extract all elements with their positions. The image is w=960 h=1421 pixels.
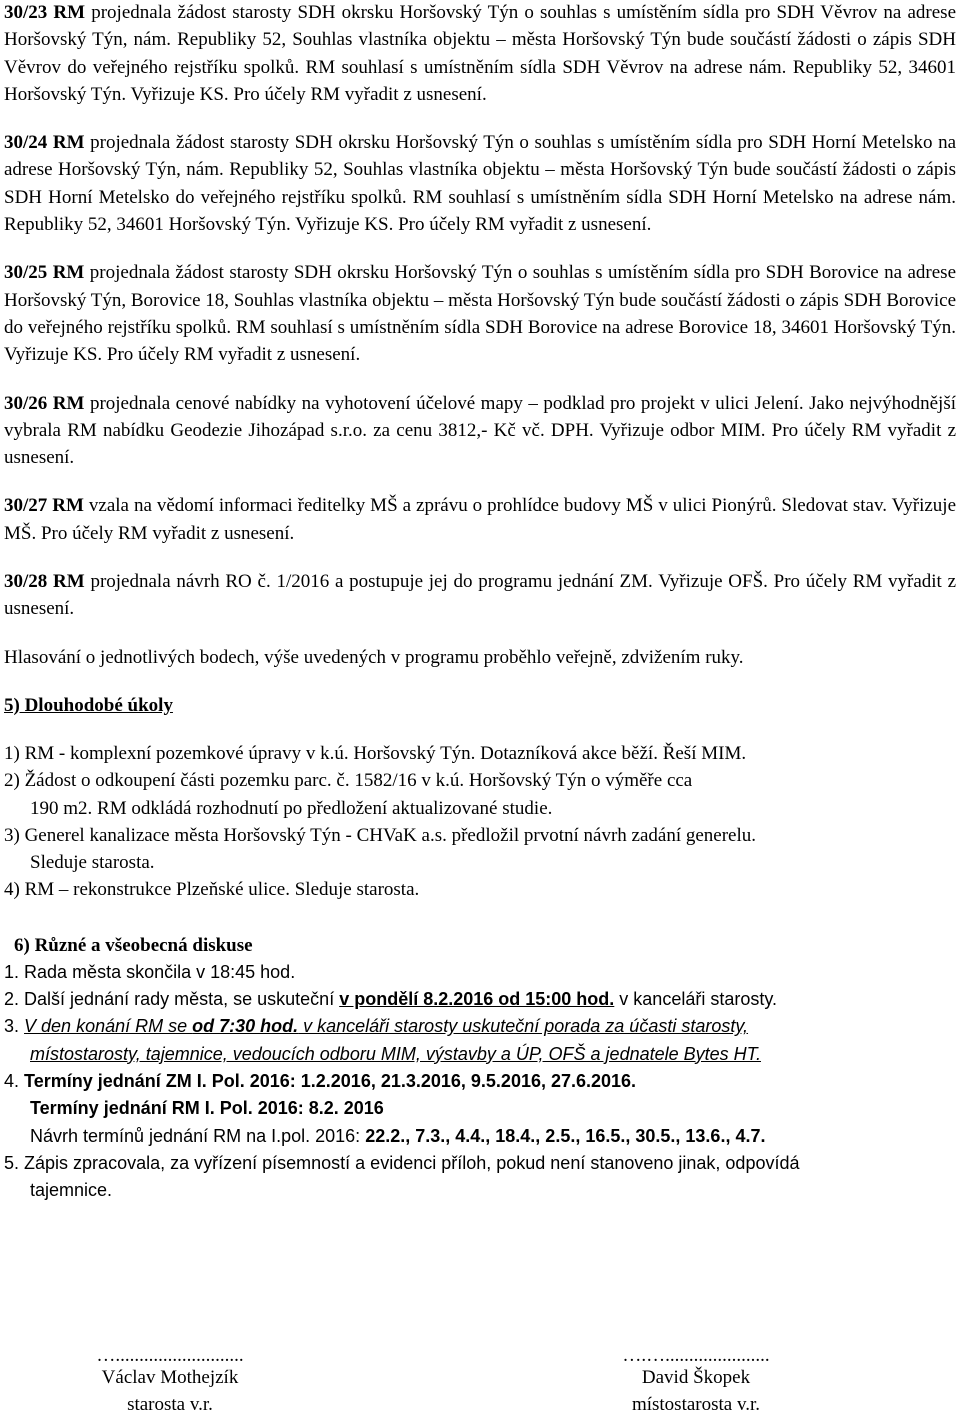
resolution-text: vzala na vědomí informaci ředitelky MŠ a zprávu o prohlídce budovy MŠ v ulici Pionýrů. Sledovat stav. Vyřizuje MŠ. Pro účely RM vyřadit z usnesení. bbox=[4, 495, 957, 544]
list-item: 2. Další jednání rady města, se uskuteční v pondělí 8.2.2016 od 15:00 hod. v kanceláři starosty. bbox=[4, 989, 778, 1010]
signature-mistostarosta: ….…...................... David Škopek místostarosta v.r. bbox=[586, 1348, 806, 1418]
resolution-id: 30/28 RM bbox=[4, 571, 85, 593]
resolution-30-25 bbox=[4, 259, 956, 368]
resolution-id: 30/27 RM bbox=[4, 495, 84, 517]
list-item: 4) RM – rekonstrukce Plzeňské ulice. Sleduje starosta. bbox=[4, 879, 420, 901]
section6-heading: 6) Různé a všeobecná diskuse bbox=[14, 934, 253, 956]
resolution-30-26 bbox=[4, 390, 956, 472]
list-item: 3) Generel kanalizace města Horšovský Týn - CHVaK a.s. předložil prvotní návrh zadání generelu. Sleduje starosta. bbox=[4, 824, 757, 874]
resolution-id: 30/23 RM bbox=[4, 2, 86, 23]
resolution-text: projednala cenové nabídky na vyhotovení účelové mapy – podklad pro projekt v ulici Jelení. Jako nejvýhodnější vybrala RM nabídku Geodezie Jihozápad s.r.o. za cenu 3812,- Kč vč. DPH. Vyřizuje odbor MIM. Pro účely RM vyřadit z usnesení. bbox=[4, 392, 957, 469]
resolution-30-23 bbox=[4, 0, 956, 108]
resolution-id: 30/25 RM bbox=[4, 262, 85, 284]
next-meeting-date: v pondělí 8.2.2016 od 15:00 hod. bbox=[339, 989, 615, 1010]
resolution-30-27 bbox=[4, 492, 956, 547]
signer-name: David Škopek bbox=[641, 1367, 751, 1388]
signature-starosta: …........................... Václav Mothejzík starosta v.r. bbox=[70, 1348, 270, 1418]
resolution-text: projednala žádost starosty SDH okrsku Horšovský Týn o souhlas s umístěním sídla pro SDH Horní Metelsko na adrese Horšovský Týn, nám. Republiky 52, Souhlas vlastníka objektu – města Horšovský Týn bude součástí žádosti o zápis SDH Horní Metelsko do veřejného rejstříku spolků. RM souhlasí s umístněním sídla SDH Horní Metelsko na adrese nám. Republiky 52, 34601 Horšovský Týn. Vyřizuje KS. Pro účely RM vyřadit z usnesení. bbox=[4, 132, 957, 236]
resolution-id: 30/24 RM bbox=[4, 132, 85, 154]
signer-name: Václav Mothejzík bbox=[101, 1367, 239, 1388]
list-item: 1. Rada města skončila v 18:45 hod. bbox=[4, 961, 296, 982]
list-item: 5. Zápis zpracovala, za vyřízení písemností a evidenci příloh, pokud není stanoveno jinak, odpovídá tajemnice. bbox=[4, 1152, 800, 1201]
list-item: 2) Žádost o odkoupení části pozemku parc. č. 1582/16 v k.ú. Horšovský Týn o výměře cca 190 m2. RM odkládá rozhodnutí po předložení aktualizované studie. bbox=[4, 770, 693, 819]
list-item: 4. Termíny jednání ZM I. Pol. 2016: 1.2.2016, 21.3.2016, 9.5.2016, 27.6.2016. Termíny jednání RM I. Pol. 2016: 8.2. 2016 Návrh termínů jednání RM na I.pol. 2016: 22.2., 7.3., 4.4., 18.4., 2.5., 16.5., 30.5., 13.6., 4.7. bbox=[4, 1070, 766, 1146]
list-item: 3. V den konání RM se od 7:30 hod. v kanceláři starosty uskuteční porada za účasti starosty, místostarosty, tajemnice, vedoucích odboru MIM, výstavby a ÚP, OFŠ a jednatele Bytes HT. bbox=[4, 1016, 761, 1064]
signer-role: místostarosta v.r. bbox=[631, 1394, 761, 1415]
section5-heading: 5) Dlouhodobé úkoly bbox=[4, 694, 173, 716]
resolution-30-24 bbox=[4, 129, 956, 238]
resolution-id: 30/26 RM bbox=[4, 392, 85, 414]
resolution-text: projednala žádost starosty SDH okrsku Horšovský Týn o souhlas s umístěním sídla pro SDH Borovice na adrese Horšovský Týn, Borovice 18, Souhlas vlastníka objektu – města Horšovský Týn bude součástí žádosti o zápis SDH Borovice do veřejného rejstříku spolků. RM souhlasí s umístněním sídla SDH Borovice na adrese Borovice 18, 34601 Horšovský Týn. Vyřizuje KS. Pro účely RM vyřadit z usnesení. bbox=[4, 262, 957, 366]
resolution-text: projednala návrh RO č. 1/2016 a postupuje jej do programu jednání ZM. Vyřizuje OFŠ. Pro účely RM vyřadit z usnesení. bbox=[4, 571, 957, 620]
resolution-text: projednala žádost starosty SDH okrsku Horšovský Týn o souhlas s umístěním sídla pro SDH Věvrov na adrese Horšovský Týn, nám. Republiky 52, Souhlas vlastníka objektu – města Horšovský Týn bude součástí žádosti o zápis SDH Věvrov do veřejného rejstříku spolků. RM souhlasí s umístněním sídla SDH Věvrov na adrese nám. Republiky 52, 34601 Horšovský Týn. Vyřizuje KS. Pro účely RM vyřadit z usnesení. bbox=[4, 2, 957, 105]
resolution-30-28 bbox=[4, 568, 956, 623]
list-item: 1) RM - komplexní pozemkové úpravy v k.ú. Horšovský Týn. Dotazníková akce běží. Řeší MIM. bbox=[4, 742, 747, 764]
signer-role: starosta v.r. bbox=[127, 1394, 213, 1415]
voting-note: Hlasování o jednotlivých bodech, výše uvedených v programu proběhlo veřejně, zdvižením ruky. bbox=[4, 646, 744, 668]
